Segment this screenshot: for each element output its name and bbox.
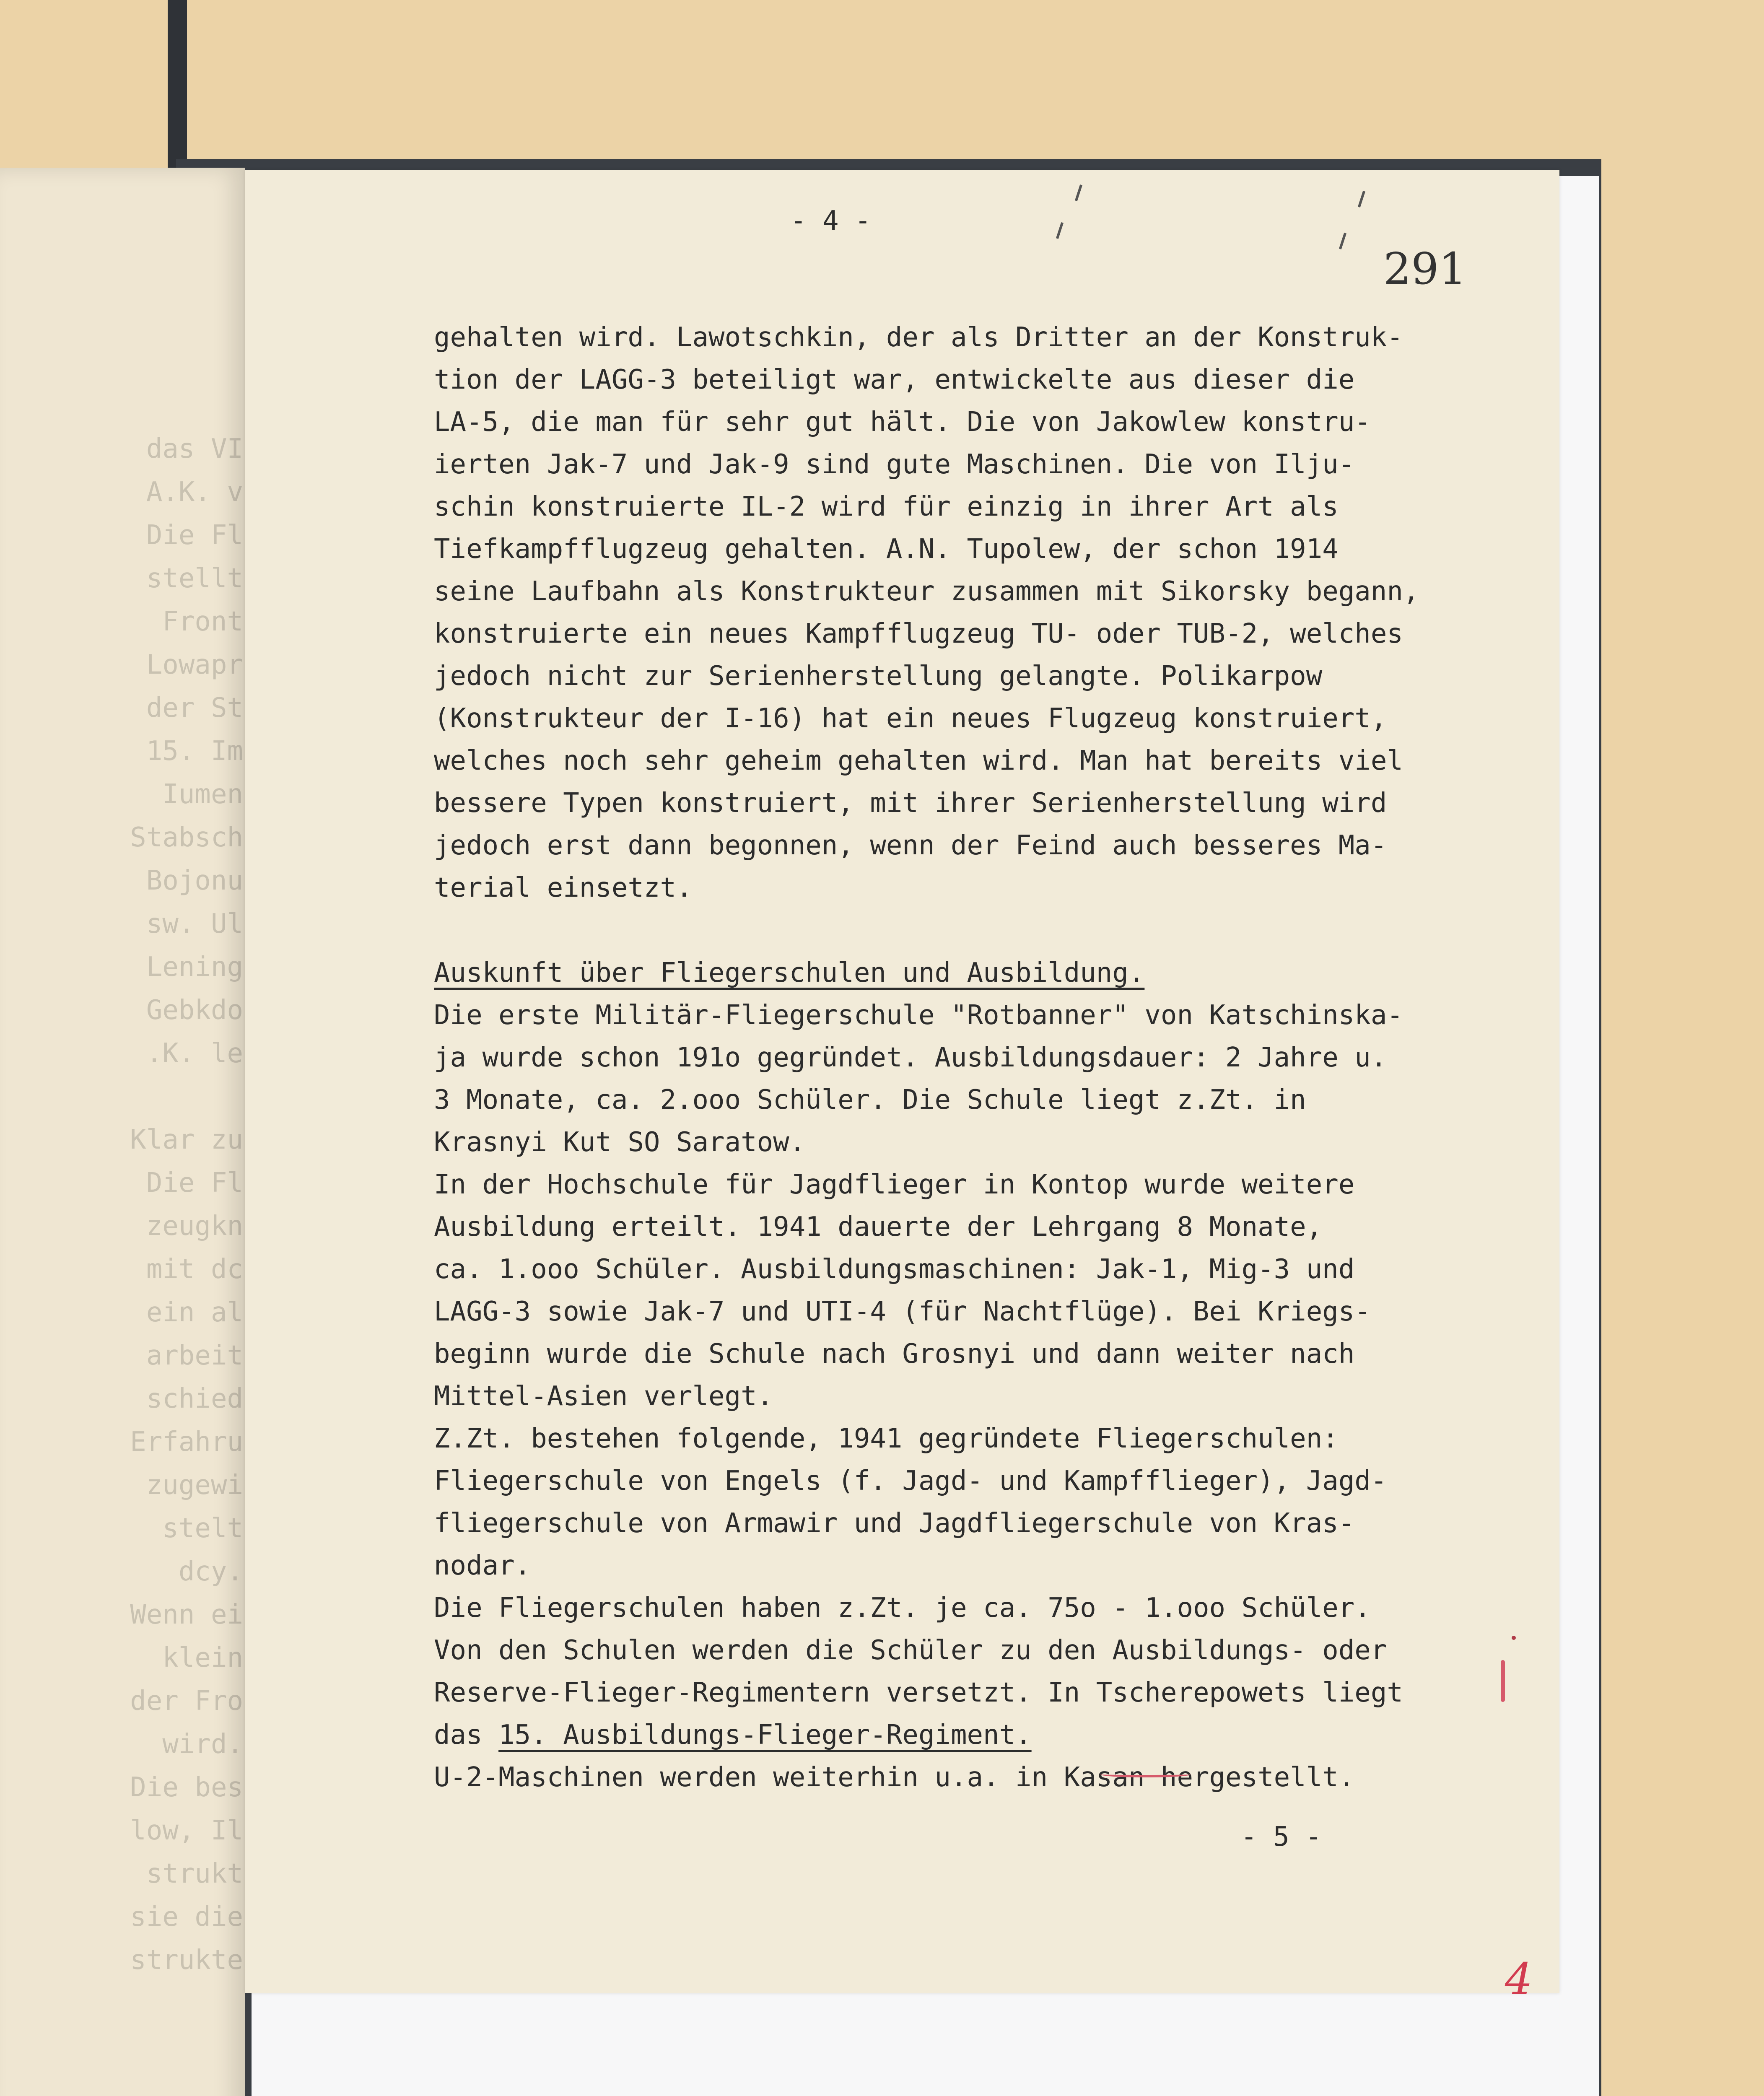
red-pencil-underline — [1100, 1772, 1191, 1777]
text-line: jedoch nicht zur Serienherstellung gelangte. Polikarpow — [434, 661, 1323, 692]
red-pencil-dot — [1512, 1636, 1516, 1640]
text-line: ierten Jak-7 und Jak-9 sind gute Maschinen. Die von Ilju- — [434, 449, 1355, 480]
text-line: Z.Zt. bestehen folgende, 1941 gegründete Fliegerschulen: — [434, 1423, 1339, 1454]
text-line: In der Hochschule für Jagdflieger in Kontop wurde weitere — [434, 1169, 1355, 1200]
text-line: seine Laufbahn als Konstrukteur zusammen mit Sikorsky begann, — [434, 576, 1419, 607]
red-pencil-margin-mark — [1501, 1660, 1505, 1702]
text-line: Ausbildung erteilt. 1941 dauerte der Lehrgang 8 Monate, — [434, 1211, 1323, 1243]
left-facing-page — [0, 168, 245, 2096]
text-line: konstruierte ein neues Kampfflugzeug TU- oder TUB-2, welches — [434, 618, 1403, 649]
text-line: bessere Typen konstruiert, mit ihrer Serienherstellung wird — [434, 788, 1387, 819]
text-line: jedoch erst dann begonnen, wenn der Feind auch besseres Ma- — [434, 830, 1387, 861]
text-line: ca. 1.ooo Schüler. Ausbildungsmaschinen: Jak-1, Mig-3 und — [434, 1254, 1355, 1285]
text-line: (Konstrukteur der I-16) hat ein neues Flugzeug konstruiert, — [434, 703, 1387, 734]
text-line: terial einsetzt. — [434, 872, 693, 903]
text-line: schin konstruierte IL-2 wird für einzig in ihrer Art als — [434, 491, 1339, 522]
text-line: fliegerschule von Armawir und Jagdfliegerschule von Kras- — [434, 1508, 1355, 1539]
left-page-bleed-text: das VI A.K. v Die Fl stellt Front Lowapr der St 15. Im Iumen Stabsch Bojonu sw. Ul Lening Gebkdo .K. le Klar zu Die Fl zeugkn mit dc ein al arbeit schied Erfahru zugewi stelt dcy. Wenn ei klein der Fro wird. Die bes low, Il strukt sie die strukte — [130, 433, 243, 1976]
text-line: gehalten wird. Lawotschkin, der als Dritter an der Konstruk- — [434, 322, 1403, 353]
text-line: beginn wurde die Schule nach Grosnyi und dann weiter nach — [434, 1339, 1355, 1370]
text-line: Krasnyi Kut SO Saratow. — [434, 1127, 806, 1158]
text-line: 3 Monate, ca. 2.ooo Schüler. Die Schule liegt z.Zt. in — [434, 1084, 1306, 1115]
document-body — [434, 316, 1503, 1799]
continuation-marker: - 5 - — [1241, 1821, 1322, 1852]
page-marker: - 4 - — [790, 205, 871, 236]
text-line: tion der LAGG-3 beteiligt war, entwickelte aus dieser die — [434, 364, 1355, 395]
text-line: Reserve-Flieger-Regimentern versetzt. In Tscherepowets liegt — [434, 1677, 1403, 1708]
text-line: Die erste Militär-Fliegerschule "Rotbanner" von Katschinska- — [434, 1000, 1403, 1031]
pencil-page-number: 4 — [1505, 1953, 1533, 2005]
section-heading — [434, 952, 1503, 994]
paragraph-gap — [434, 909, 1503, 952]
regiment-underlined: 15. Ausbildungs-Flieger-Regiment. — [498, 1720, 1032, 1751]
text-line: Von den Schulen werden die Schüler zu den Ausbildungs- oder — [434, 1635, 1387, 1666]
text-line: welches noch sehr geheim gehalten wird. Man hat bereits viel — [434, 745, 1403, 776]
text-line: ja wurde schon 191o gegründet. Ausbildungsdauer: 2 Jahre u. — [434, 1042, 1387, 1073]
text-line: LAGG-3 sowie Jak-7 und UTI-4 (für Nachtflüge). Bei Kriegs- — [434, 1296, 1371, 1327]
text-line: U-2-Maschinen werden weiterhin u.a. in Kasan hergestellt. — [434, 1762, 1355, 1793]
text-line: Fliegerschule von Engels (f. Jagd- und Kampfflieger), Jagd- — [434, 1466, 1387, 1497]
text-line: LA-5, die man für sehr gut hält. Die von Jakowlew konstru- — [434, 407, 1371, 438]
archive-folio-number: 291 — [1383, 243, 1467, 294]
text-line: Tiefkampfflugzeug gehalten. A.N. Tupolew, der schon 1914 — [434, 534, 1339, 565]
section-heading-text: Auskunft über Fliegerschulen und Ausbildung. — [434, 957, 1145, 988]
text-line: Mittel-Asien verlegt. — [434, 1381, 773, 1412]
text-line-regiment — [434, 1714, 1503, 1756]
binder-spine — [168, 0, 187, 168]
text-line: Die Fliegerschulen haben z.Zt. je ca. 75o - 1.ooo Schüler. — [434, 1593, 1371, 1624]
regiment-prefix: das — [434, 1720, 499, 1751]
text-line: nodar. — [434, 1550, 531, 1581]
